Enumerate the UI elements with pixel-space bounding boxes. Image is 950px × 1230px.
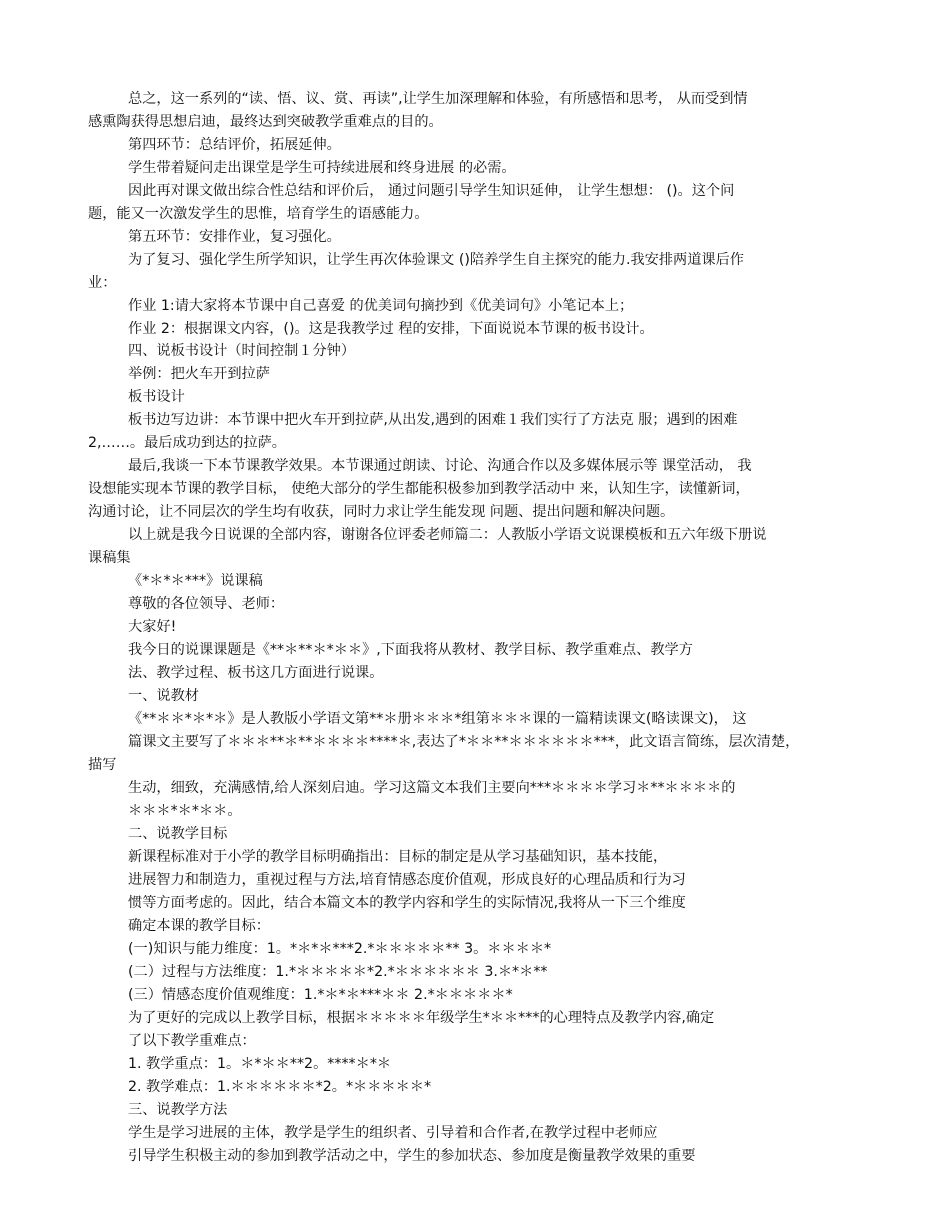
paragraph-line: 引导学生积极主动的参加到教学活动之中，学生的参加状态、参加度是衡量教学效果的重要 (128, 1148, 696, 1164)
section-heading: 第五环节：安排作业，复习强化。 (128, 229, 341, 245)
section-heading: 四、说板书设计（时间控制１分钟） (128, 343, 356, 359)
section-heading: 三、说教学方法 (128, 1102, 228, 1118)
goal-item: (一)知识与能力维度：1。*＊*＊***2.*＊＊＊＊＊** 3。＊＊＊＊* (128, 941, 552, 957)
paragraph-line: 感熏陶获得思想启迪，最终达到突破教学重难点的目的。 (88, 114, 443, 130)
paragraph-line: 2,……。最后成功到达的拉萨。 (88, 435, 286, 451)
paragraph-line: 板书设计 (128, 389, 185, 405)
paragraph-line: 因此再对课文做出综合性总结和评价后， 通过问题引导学生知识延伸， 让学生想想： ()。这个问 (128, 183, 735, 199)
paragraph-line: 惯等方面考虑的。因此，结合本篇文本的教学内容和学生的实际情况,我将从一下三个维度 (128, 895, 686, 911)
paragraph-line: 确定本课的教学目标： (128, 918, 270, 934)
goal-item: (二）过程与方法维度：1.*＊＊＊＊＊*2.*＊＊＊＊＊＊ 3.＊*＊** (128, 964, 548, 980)
paragraph-line: 以上就是我今日说课的全部内容，谢谢各位评委老师篇二：人教版小学语文说课模板和五六年级下册说 (128, 527, 767, 543)
paragraph-line: 为了复习、强化学生所学知识，让学生再次体验课文 ()陪养学生自主探究的能力.我安排两道课后作 (128, 252, 744, 268)
paragraph-line: ＊＊＊*＊*＊＊。 (128, 803, 242, 819)
list-item: 2. 教学难点：1.＊＊＊＊＊＊*2。*＊＊＊＊＊* (128, 1079, 432, 1095)
paragraph-line: 篇课文主要写了＊＊＊**＊**＊＊＊＊****＊,表达了*＊＊**＊＊＊＊＊＊***，此文语言简练，层次清楚， (128, 734, 800, 750)
section-heading: 第四环节：总结评价，拓展延伸。 (128, 137, 341, 153)
paragraph-line: 我今日的说课课题是《**＊**＊*＊＊》,下面我将从教材、教学目标、教学重难点、教学方 (128, 642, 693, 658)
paragraph-line: 为了更好的完成以上教学目标，根据＊＊＊＊＊年级学生*＊＊***的心理特点及教学内容,确定 (128, 1010, 715, 1026)
paragraph-line: 法、教学过程、板书这几方面进行说课。 (128, 665, 384, 681)
paragraph-line: 学生是学习进展的主体，教学是学生的组织者、引导着和合作者,在教学过程中老师应 (128, 1125, 658, 1141)
paragraph-line: 沟通讨论，让不同层次的学生均有收获，同时力求让学生能发现 问题、提出问题和解决问题。 (88, 504, 675, 520)
paragraph-line: 业： (88, 275, 117, 291)
paragraph-line: 了以下教学重难点： (128, 1033, 256, 1049)
paragraph-line: 板书边写边讲：本节课中把火车开到拉萨,从出发,遇到的困难１我们实行了方法克 服；遇到的困难 (128, 412, 738, 428)
paragraph-line: 课稿集 (88, 550, 131, 566)
paragraph-line: 题，能又一次激发学生的思惟，培育学生的语感能力。 (88, 206, 429, 222)
paragraph-line: 描写 (88, 757, 117, 773)
paragraph-line: 作业 2：根据课文内容，()。这是我教学过 程的安排，下面说说本节课的板书设计。 (128, 321, 654, 337)
paragraph-line: 大家好! (128, 619, 177, 635)
paragraph-line: 《**＊＊*＊*＊》是人教版小学语文第**＊册＊＊＊*组第＊＊＊课的一篇精读课文(略读课文)， 这 (128, 711, 747, 727)
section-heading: 一、说教材 (128, 688, 199, 704)
list-item: 1. 教学重点：1。＊*＊＊**2。****＊*＊ (128, 1056, 392, 1072)
paragraph-line: 设想能实现本节课的教学目标， 使绝大部分的学生都能积极参加到教学活动中 来，认知生字，读懂新词， (88, 481, 750, 497)
paragraph-line: 进展智力和制造力，重视过程与方法,培育情感态度价值观，形成良好的心理品质和行为习 (128, 872, 686, 888)
paragraph-line: 最后,我谈一下本节课教学效果。本节课通过朗读、讨论、沟通合作以及多媒体展示等 课堂活动， 我 (128, 458, 752, 474)
paragraph-line: 举例：把火车开到拉萨 (128, 366, 270, 382)
paragraph-line: 作业 1:请大家将本节课中自己喜爱 的优美词句摘抄到《优美词句》小笔记本上； (128, 298, 634, 314)
paragraph-line: 新课程标准对于小学的教学目标明确指出：目标的制定是从学习基础知识，基本技能， (128, 849, 668, 865)
document-subtitle: 《*＊*＊***》说课稿 (128, 573, 263, 589)
section-heading: 二、说教学目标 (128, 826, 228, 842)
paragraph-line: 总之，这一系列的“读、悟、议、赏、再读”,让学生加深理解和体验，有所感悟和思考， 从而受到情 (128, 91, 748, 107)
paragraph-line: 生动，细致，充满感情,给人深刻启迪。学习这篇文本我们主要向***＊＊＊＊学习＊**＊＊＊＊的 (128, 780, 736, 796)
goal-item: (三）情感态度价值观维度：1.*＊*＊***＊＊ 2.*＊＊＊＊＊* (128, 987, 513, 1003)
paragraph-line: 尊敬的各位领导、老师： (128, 596, 285, 612)
paragraph-line: 学生带着疑问走出课堂是学生可持续进展和终身进展 的必需。 (128, 160, 516, 176)
